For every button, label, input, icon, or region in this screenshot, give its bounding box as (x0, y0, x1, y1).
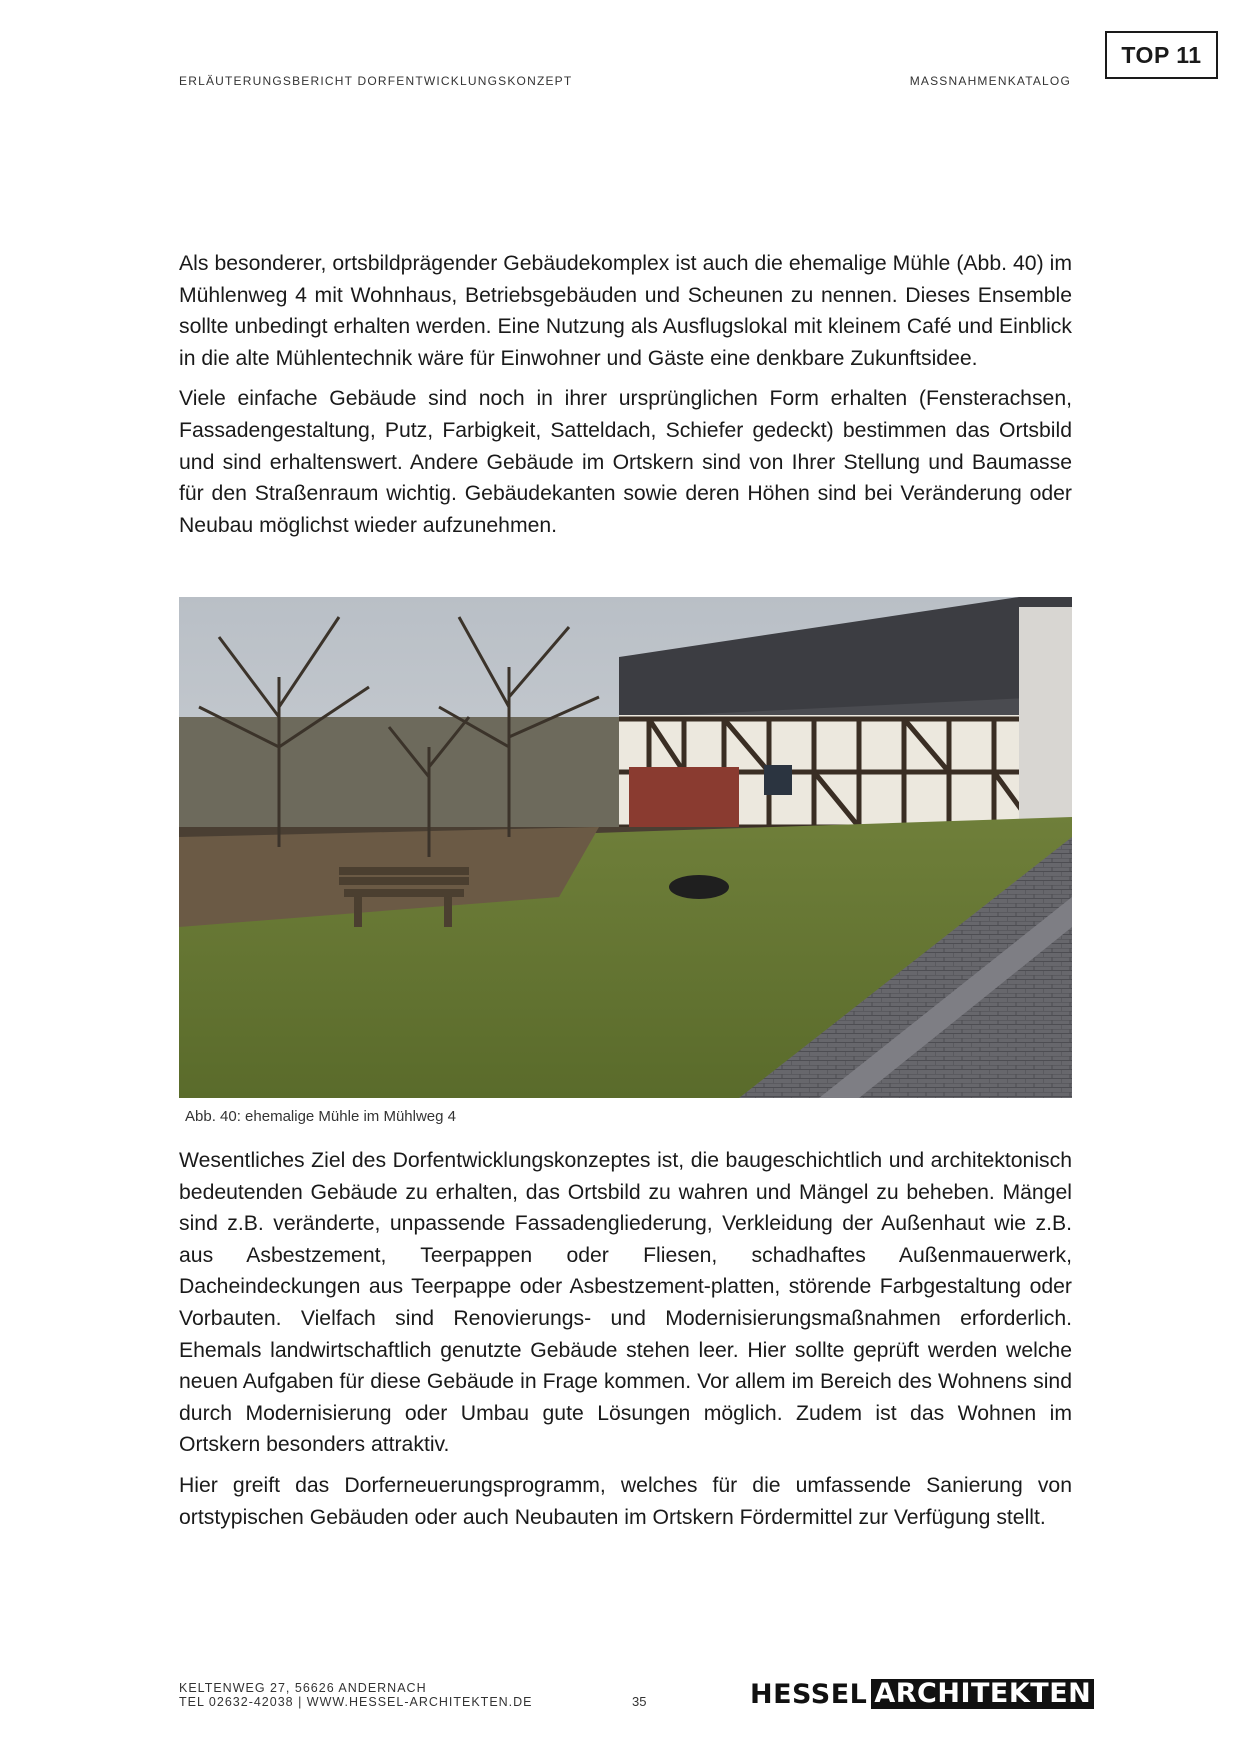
paragraph-muehle: Als besonderer, ortsbildprägender Gebäudekomplex ist auch die ehemalige Mühle (Abb. 40) im Mühlenweg 4 mit Wohnhaus, Betriebsgebäuden und Scheunen zu nennen. Dieses Ensemble sollte unbedingt erhalten werden. Eine Nutzung als Ausflugslokal mit kleinem Café und Einblick in die alte Mühlentechnik wäre für Einwohner und Gäste eine denkbare Zukunftsidee. (179, 252, 1072, 370)
logo-text-hessel: HESSEL (750, 1678, 868, 1710)
footer-address-line-2: TEL 02632-42038 | WWW.HESSEL-ARCHITEKTEN.DE (179, 1695, 533, 1709)
paragraph-programm: Hier greift das Dorferneuerungsprogramm, welches für die umfassende Sanierung von ortstypischen Gebäuden oder auch Neubauten im Ortskern Fördermittel zur Verfügung stellt. (179, 1473, 1072, 1529)
text-block-upper (179, 248, 1072, 550)
footer-address (179, 1681, 533, 1709)
paragraph-gebaeude: Viele einfache Gebäude sind noch in ihrer ursprünglichen Form erhalten (Fensterachsen, Fassadengestaltung, Putz, Farbigkeit, Satteldach, Schiefer gedeckt) bestimmen das Ortsbild und sind erhaltenswert. Andere Gebäude im Ortskern sind von Ihrer Stellung und Baumasse für den Straßenraum wichtig. Gebäudekanten sowie deren Höhen sind bei Veränderung oder Neubau möglichst wieder aufzunehmen. (179, 387, 1072, 537)
figure-caption: Abb. 40: ehemalige Mühle im Mühlweg 4 (185, 1108, 456, 1125)
logo-text-architekten: ARCHITEKTEN (871, 1679, 1094, 1709)
paragraph-ziel: Wesentliches Ziel des Dorfentwicklungskonzeptes ist, die baugeschichtlich und architektonisch bedeutenden Gebäude zu erhalten, das Ortsbild zu wahren und Mängel zu beheben. Mängel sind z.B. veränderte, unpassende Fassadengliederung, Verkleidung der Außenhaut wie z.B. aus Asbestzement, Teerpappen oder Fliesen, schadhaftes Außenmauerwerk, Dacheindeckungen aus Teerpappe oder Asbestzement-platten, störende Farbgestaltung oder Vorbauten. Vielfach sind Renovierungs- und Modernisierungsmaßnahmen erforderlich. Ehemals landwirtschaftlich genutzte Gebäude stehen leer. Hier sollte geprüft werden welche neuen Aufgaben für diese Gebäude in Frage kommen. Vor allem im Bereich des Wohnens sind durch Modernisierung oder Umbau gute Lösungen möglich. Zudem ist das Wohnen im Ortskern besonders attraktiv. (179, 1149, 1072, 1457)
mill-photo (179, 597, 1072, 1098)
footer-address-line-1: KELTENWEG 27, 56626 ANDERNACH (179, 1681, 427, 1695)
top-badge: TOP 11 (1105, 31, 1218, 79)
document-title-header: ERLÄUTERUNGSBERICHT DORFENTWICKLUNGSKONZEPT (179, 74, 573, 88)
hessel-architekten-logo (750, 1676, 1092, 1712)
page-number: 35 (632, 1694, 647, 1709)
text-block-lower (179, 1145, 1072, 1542)
section-header: MASSNAHMENKATALOG (909, 74, 1071, 88)
